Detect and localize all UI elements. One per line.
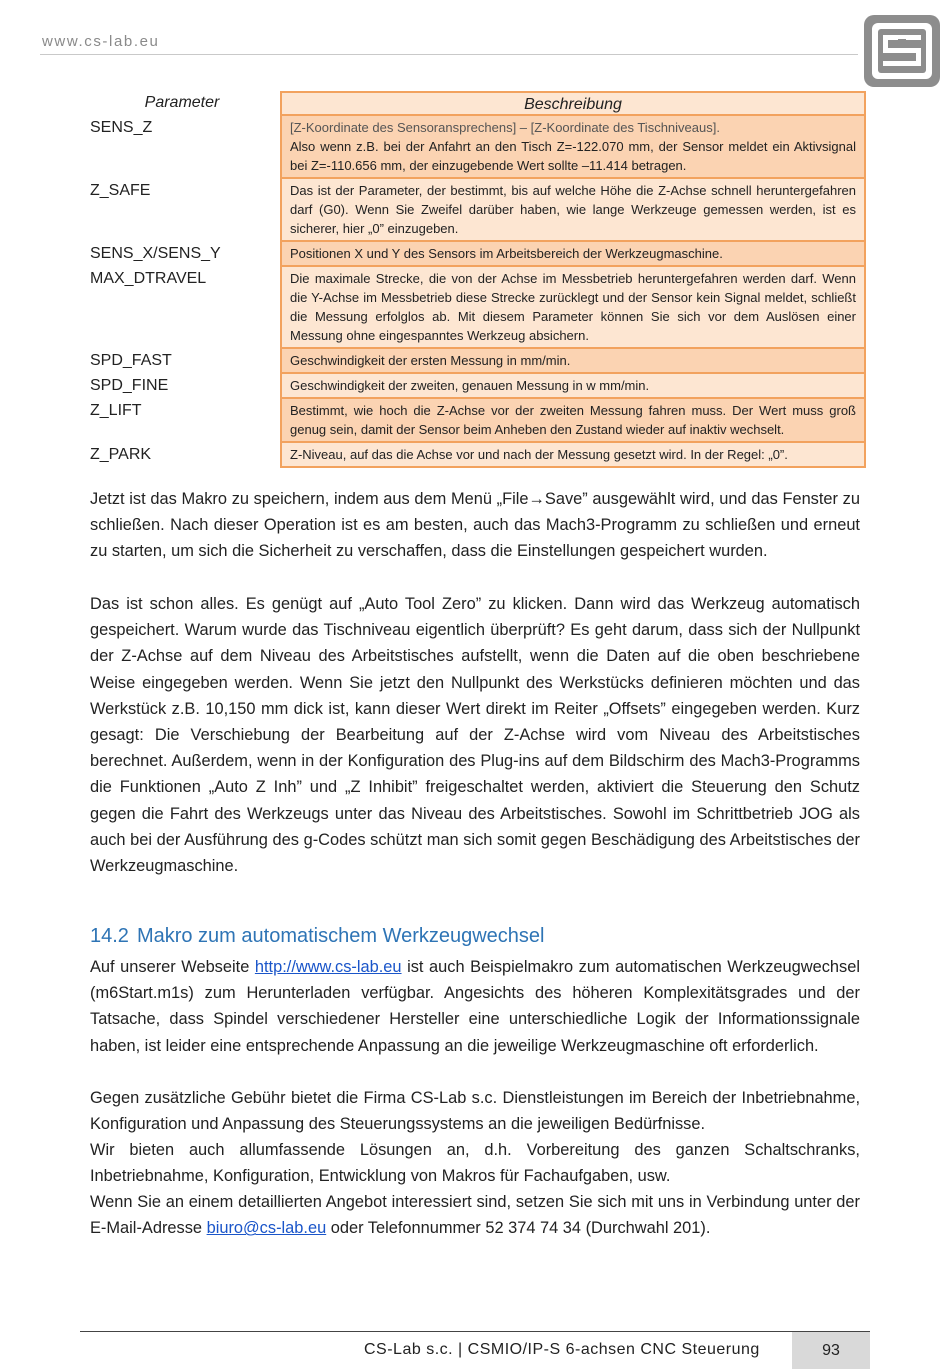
paragraph-save-macro bbox=[90, 486, 860, 565]
sens-z-desc-line2: Also wenn z.B. bei der Anfahrt an den Tisch Z=-122.070 mm, der Sensor meldet ein Aktivsignal bei Z=-110.656 mm, der einzugebende Wert sollte –11.414 betragen. bbox=[290, 139, 856, 173]
p1-text-b: Save” ausgewählt wird, und das Fenster zu schließen. Nach dieser Operation ist es am besten, auch das Mach3-Programm zu schließen und erneut zu starten, um sich die Sicherheit zu verschaffen, dass die Einstellungen gespeichert wurden. bbox=[90, 490, 860, 561]
section-heading bbox=[90, 925, 553, 948]
p3-text-b: ist auch Beispielmakro zum automatischen Werkzeugwechsel (m6Start.m1s) zum Herunterladen verfügbar. Angesichts des höheren Komplexitätsgrades und der Tatsache, dass Spindel verschiedener Hersteller eine unterschiedliche Logik der Informationssignale haben, ist leider eine entsprechende Anpassung an die jeweilige Werkzeugmaschine oft erforderlich. bbox=[90, 958, 860, 1055]
website-link[interactable]: http://www.cs-lab.eu bbox=[254, 958, 402, 976]
paragraph-tool-change-macro bbox=[90, 954, 860, 1059]
param-name: Z_LIFT bbox=[84, 399, 280, 443]
param-name: SENS_X/SENS_Y bbox=[84, 242, 280, 267]
header-divider bbox=[40, 54, 858, 55]
param-name: MAX_DTRAVEL bbox=[84, 267, 280, 349]
param-description: Z-Niveau, auf das die Achse vor und nach der Messung gesetzt wird. In der Regel: „0”. bbox=[280, 443, 866, 468]
paragraph-solutions: Wir bieten auch allumfassende Lösungen an, d.h. Vorbereitung des ganzen Schaltschranks, Inbetriebnahme, Konfiguration, Entwicklung von Makros für Fachaufgaben, usw. bbox=[90, 1141, 860, 1186]
parameter-table bbox=[84, 91, 866, 468]
paragraph-services: Gegen zusätzliche Gebühr bietet die Firma CS-Lab s.c. Dienstleistungen im Bereich der Inbetriebnahme, Konfiguration und Anpassung des Steuerungssystems an die jeweiligen Bedürfnisse. bbox=[90, 1089, 860, 1134]
param-description: Die maximale Strecke, die von der Achse im Messbetrieb heruntergefahren werden darf. Wenn die Y-Achse im Messbetrieb diese Strecke zurücklegt und der Sensor kein Signal meldet, schließt die Messung erfolglos ab. Mit diesem Parameter können Sie sich vor dem Auslösen einer Messung ohne eingespanntes Werkzeug absichern. bbox=[280, 267, 866, 349]
param-description: Geschwindigkeit der zweiten, genauen Messung in w mm/min. bbox=[280, 374, 866, 399]
param-name: SPD_FINE bbox=[84, 374, 280, 399]
paragraph-auto-tool-zero: Das ist schon alles. Es genügt auf „Auto Tool Zero” zu klicken. Dann wird das Werkzeug automatisch gespeichert. Warum wurde das Tischniveau eigentlich überprüft? Es geht darum, dass sich der Nullpunkt der Z-Achse auf dem Niveau des Arbeitstisches aufstellt, wenn die Daten auf die oben beschriebene Weise eingegeben werden. Wenn Sie jetzt den Nullpunkt des Werkstücks definieren möchten und das Werkstück z.B. 10,150 mm dick ist, kann dieser Wert direkt im Reiter „Offsets” eingegeben werden. Kurz gesagt: Die Verschiebung der Bearbeitung auf der Z-Achse wird vom Niveau des Arbeitstisches berechnet. Außerdem, wenn in der Konfiguration des Plug-ins auf dem Bildschirm des Mach3-Programms die Funktionen „Auto Z Inh” und „Z Inhibit” freigeschaltet werden, aktiviert die Steuerung den Schutz gegen die Fahrt des Werkzeugs unter das Niveau des Arbeitstisches. Sowohl im Schrittbetrieb JOG als auch bei der Ausführung des g-Codes schützt man sich somit gegen Beschädigung des Arbeitstisches der Werkzeugmaschine. bbox=[90, 595, 860, 876]
param-name: SENS_Z bbox=[84, 116, 280, 179]
header-url: www.cs-lab.eu bbox=[42, 33, 160, 50]
param-description: Geschwindigkeit der ersten Messung in mm/min. bbox=[280, 349, 866, 374]
p6-text-a: Wenn Sie an einem detaillierten Angebot interessiert sind, setzen Sie sich mit uns in Verbindung unter der E-Mail-Adresse bbox=[90, 1193, 860, 1238]
param-name: Z_SAFE bbox=[84, 179, 280, 242]
section-number: 14.2 bbox=[90, 925, 129, 947]
p6-text-b: oder Telefonnummer 52 374 74 34 (Durchwahl 201). bbox=[326, 1219, 711, 1238]
cs-lab-logo bbox=[864, 15, 940, 87]
table-header-description: Beschreibung bbox=[280, 91, 866, 116]
param-description bbox=[280, 116, 866, 179]
page-number: 93 bbox=[792, 1332, 870, 1369]
paragraph-contact bbox=[90, 1189, 860, 1241]
footer-title: CS-Lab s.c. | CSMIO/IP-S 6-achsen CNC Steuerung bbox=[364, 1341, 760, 1358]
param-name: Z_PARK bbox=[84, 443, 280, 468]
footer-divider bbox=[80, 1331, 870, 1332]
p3-text-a: Auf unserer Webseite bbox=[90, 958, 255, 976]
sens-z-desc-line1: [Z-Koordinate des Sensoransprechens] – [Z-Koordinate des Tischniveaus]. bbox=[290, 120, 720, 135]
email-link[interactable]: biuro@cs-lab.eu bbox=[206, 1219, 327, 1238]
p1-text-a: Jetzt ist das Makro zu speichern, indem aus dem Menü „File bbox=[90, 490, 529, 508]
param-name: SPD_FAST bbox=[84, 349, 280, 374]
param-description: Positionen X und Y des Sensors im Arbeitsbereich der Werkzeugmaschine. bbox=[280, 242, 866, 267]
table-header-parameter: Parameter bbox=[144, 94, 220, 111]
param-description: Das ist der Parameter, der bestimmt, bis auf welche Höhe die Z-Achse schnell heruntergefahren darf (G0). Wenn Sie Zweifel darüber haben, wie lange Werkzeuge gemessen werden, ist es sicherer, hier „0” einzugeben. bbox=[280, 179, 866, 242]
section-title: Makro zum automatischem Werkzeugwechsel bbox=[136, 925, 545, 947]
param-description: Bestimmt, wie hoch die Z-Achse vor der zweiten Messung fahren muss. Der Wert muss groß genug sein, damit der Sensor beim Anheben den Zustand wieder auf inaktiv wechselt. bbox=[280, 399, 866, 443]
arrow-icon: → bbox=[528, 490, 545, 508]
